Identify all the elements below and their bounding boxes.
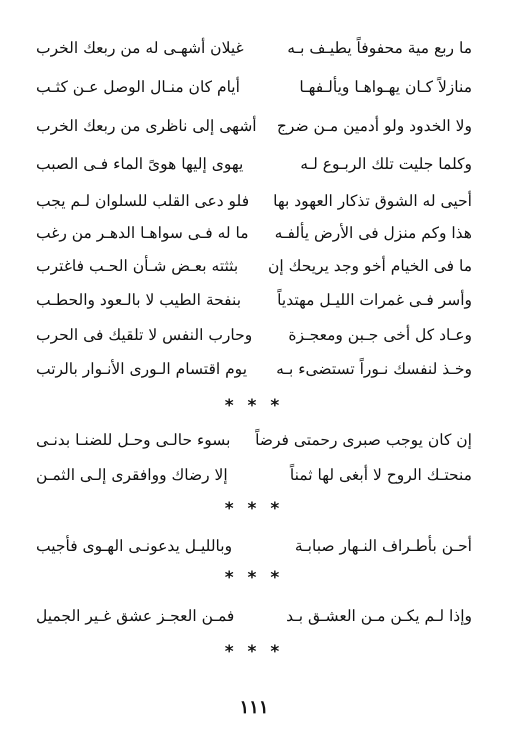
verse-line [36, 72, 472, 102]
section-separator: * * * [224, 499, 284, 519]
verse-second-hemistich: أشهى إلى ناظرى من ربعك الخرب [36, 117, 257, 135]
verse-line [36, 460, 472, 490]
verse-second-hemistich: غيلان أشهـى له من ربعك الخرب [36, 39, 244, 57]
verse-second-hemistich: ما له فـى سواهـا الدهـر من رغب [36, 224, 249, 242]
verse-second-hemistich: وبالليـل يدعونـى الهـوى فأجيب [36, 537, 233, 555]
verse-first-hemistich: منحتـك الروح لا أبغى لها ثمناً [289, 466, 472, 484]
page-number: ١١١ [239, 697, 269, 718]
verse-first-hemistich: ما ربع مية محفوفاً يطيـف بـه [287, 39, 472, 57]
verse-second-hemistich: أيام كان منـال الوصل عـن كثـب [36, 78, 240, 96]
verse-first-hemistich: وعـاد كل أخى جـبن ومعجـزة [288, 326, 472, 344]
verse-first-hemistich: وأسر فـى غمرات الليـل مهتدياً [277, 291, 472, 309]
verse-first-hemistich: إن كان يوجب صبرى رحمتى فرضاً [255, 431, 472, 449]
verse-line [36, 33, 472, 63]
verse-line [36, 354, 472, 384]
verse-line [36, 285, 472, 315]
verse-line [36, 186, 472, 216]
verse-first-hemistich: وإذا لـم يكـن مـن العشـق بـد [286, 607, 472, 625]
verse-second-hemistich: إلا رضاك ووافقرى إلـى الثمـن [36, 466, 228, 484]
verse-second-hemistich: وحارب النفس لا تلقيك فى الحرب [36, 326, 253, 344]
verse-line [36, 149, 472, 179]
verse-line [36, 320, 472, 350]
section-separator: * * * [224, 642, 284, 662]
verse-first-hemistich: أحـن بأطـراف النـهار صبابـة [294, 537, 472, 555]
verse-first-hemistich: وخـذ لنفسك نـوراً تستضىء بـه [276, 360, 472, 378]
verse-first-hemistich: ما فى الخيام أخو وجد يريحك إن [268, 257, 472, 275]
verse-second-hemistich: بثثته بعـض شـأن الحـب فاغترب [36, 257, 239, 275]
verse-first-hemistich: ولا الخدود ولو أدمين مـن ضرج [276, 117, 472, 135]
verse-second-hemistich: بسوء حالـى وحـل للضنـا بدنـى [36, 431, 231, 449]
verse-line [36, 218, 472, 248]
verse-second-hemistich: يوم اقتسام الـورى الأنـوار بالرتب [36, 360, 248, 378]
section-separator: * * * [224, 396, 284, 416]
verse-line [36, 425, 472, 455]
section-separator: * * * [224, 568, 284, 588]
verse-line [36, 601, 472, 631]
verse-second-hemistich: فلو دعى القلب للسلوان لـم يجب [36, 192, 250, 210]
verse-first-hemistich: هذا وكم منزل فى الأرض يألفـه [274, 224, 472, 242]
verse-second-hemistich: فمـن العجـز عشق غـير الجميل [36, 607, 235, 625]
verse-line [36, 111, 472, 141]
verse-line [36, 251, 472, 281]
verse-second-hemistich: بنفحة الطيب لا بالـعود والحطـب [36, 291, 242, 309]
verse-line [36, 531, 472, 561]
verse-first-hemistich: أحيى له الشوق تذكار العهود بها [273, 192, 472, 210]
verse-second-hemistich: يهوى إليها هوىً الماء فـى الصبب [36, 155, 244, 173]
verse-first-hemistich: وكلما جليت تلك الربـوع لـه [300, 155, 472, 173]
verse-first-hemistich: منازلاً كـان يهـواهـا ويألـفهـا [299, 78, 472, 96]
